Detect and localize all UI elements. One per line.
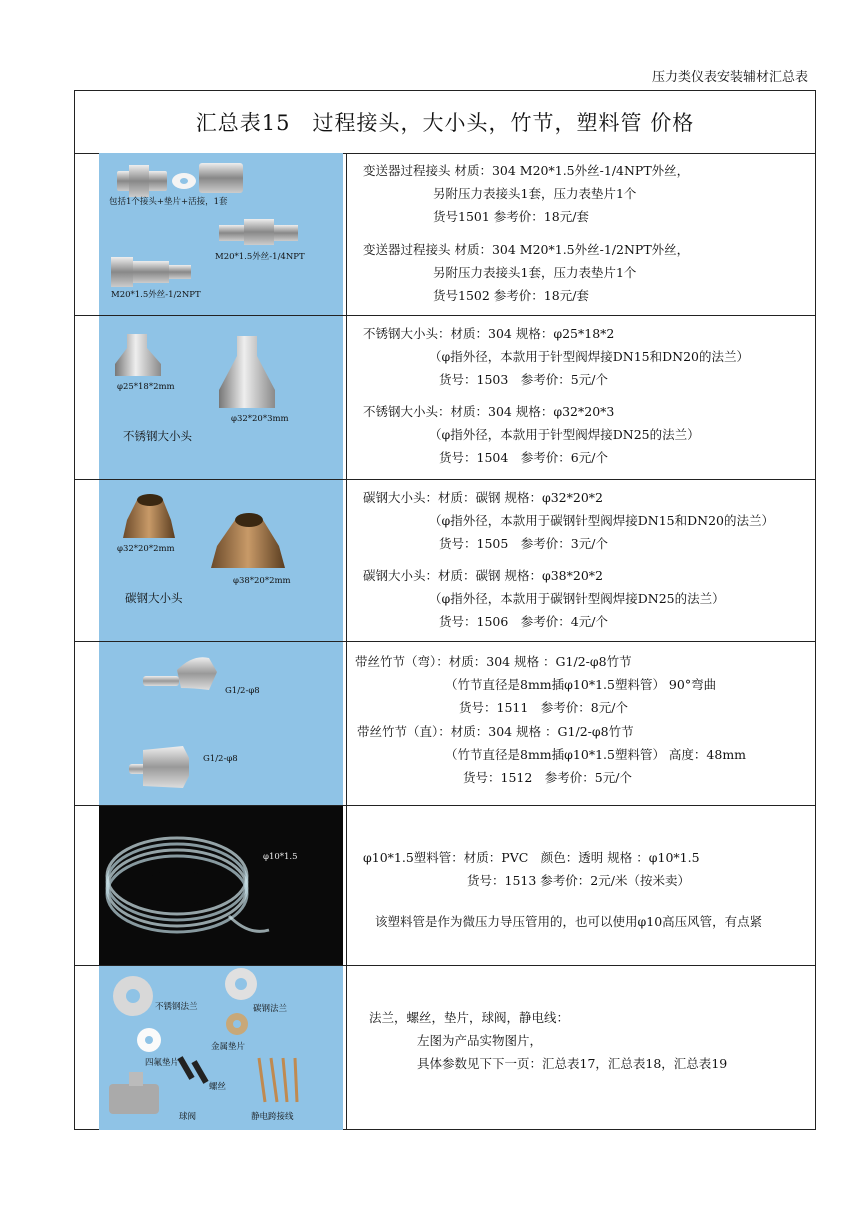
photo-caption: φ38*20*2mm bbox=[233, 576, 291, 586]
description-line: 碳钢大小头：材质：碳钢 规格：φ38*20*2 bbox=[363, 568, 603, 583]
reducer-illustration bbox=[99, 316, 343, 479]
description-line: 具体参数见下下一页：汇总表17，汇总表18，汇总表19 bbox=[417, 1056, 728, 1071]
description-line: 该塑料管是作为微压力导压管用的，也可以使用φ10高压风管，有点紧 bbox=[375, 914, 763, 929]
summary-table bbox=[74, 90, 816, 1130]
description-line: 货号：1513 参考价：2元/米（按米卖） bbox=[467, 873, 690, 888]
table-row bbox=[75, 642, 815, 806]
description-line: 不锈钢大小头：材质：304 规格：φ32*20*3 bbox=[363, 404, 615, 419]
table-title: 汇总表15 过程接头，大小头，竹节，塑料管 价格 bbox=[75, 91, 815, 154]
photo-caption: 球阀 bbox=[179, 1112, 197, 1122]
description-line: （竹节直径是8mm插φ10*1.5塑料管） 90°弯曲 bbox=[445, 677, 717, 692]
product-description bbox=[347, 480, 815, 641]
table-row bbox=[75, 153, 815, 316]
product-photo-plastic-tube bbox=[99, 806, 343, 965]
description-line: 货号：1511 参考价：8元/个 bbox=[459, 700, 628, 715]
product-photo-carbon-reducer bbox=[99, 480, 343, 641]
description-line: 带丝竹节（弯）：材质：304 规格 ：G1/2-φ8竹节 bbox=[355, 654, 632, 669]
carbon-reducer-illustration bbox=[99, 480, 343, 641]
description-line: 法兰，螺丝，垫片，球阀，静电线： bbox=[369, 1010, 570, 1025]
photo-caption: M20*1.5外丝-1/4NPT bbox=[215, 252, 305, 262]
description-line: φ10*1.5塑料管：材质：PVC 颜色：透明 规格 ：φ10*1.5 bbox=[363, 850, 700, 865]
product-photo-stainless-reducer bbox=[99, 316, 343, 479]
photo-caption: 碳钢大小头 bbox=[125, 591, 183, 605]
description-line: 另附压力表接头1套，压力表垫片1个 bbox=[433, 265, 637, 280]
table-row bbox=[75, 806, 815, 966]
document-header-title: 压力类仪表安装辅材汇总表 bbox=[651, 70, 808, 85]
product-photo-process-connector bbox=[99, 153, 343, 315]
description-line: 货号：1504 参考价：6元/个 bbox=[439, 450, 608, 465]
product-description bbox=[347, 966, 815, 1130]
product-description bbox=[347, 316, 815, 479]
photo-caption: 包括1个接头+垫片+活接，1套 bbox=[109, 197, 228, 207]
description-line: 左图为产品实物图片， bbox=[417, 1033, 543, 1048]
photo-caption: φ32*20*2mm bbox=[117, 544, 175, 554]
photo-caption: 四氟垫片 bbox=[145, 1058, 180, 1068]
description-line: 变送器过程接头 材质：304 M20*1.5外丝-1/2NPT外丝， bbox=[363, 242, 690, 257]
description-line: （φ指外径，本款用于针型阀焊接DN25的法兰） bbox=[429, 427, 700, 442]
photo-caption: 金属垫片 bbox=[211, 1042, 246, 1052]
table-row bbox=[75, 316, 815, 480]
description-line: 不锈钢大小头：材质：304 规格：φ25*18*2 bbox=[363, 326, 615, 341]
photo-caption: 不锈钢法兰 bbox=[155, 1002, 198, 1012]
description-line: 货号：1503 参考价：5元/个 bbox=[439, 372, 608, 387]
description-line: 另附压力表接头1套，压力表垫片1个 bbox=[433, 186, 637, 201]
photo-caption: φ32*20*3mm bbox=[231, 414, 289, 424]
photo-caption: G1/2-φ8 bbox=[225, 686, 260, 696]
description-line: 货号1501 参考价：18元/套 bbox=[433, 209, 589, 224]
description-line: 货号：1512 参考价：5元/个 bbox=[463, 770, 632, 785]
description-line: （φ指外径，本款用于碳钢针型阀焊接DN15和DN20的法兰） bbox=[429, 513, 774, 528]
photo-caption: 静电跨接线 bbox=[251, 1112, 294, 1122]
photo-caption: φ10*1.5 bbox=[263, 852, 298, 862]
table-row bbox=[75, 480, 815, 642]
photo-caption: 不锈钢大小头 bbox=[123, 429, 192, 443]
description-line: （φ指外径，本款用于针型阀焊接DN15和DN20的法兰） bbox=[429, 349, 749, 364]
photo-caption: G1/2-φ8 bbox=[203, 754, 238, 764]
description-line: 碳钢大小头：材质：碳钢 规格：φ32*20*2 bbox=[363, 490, 603, 505]
hose-barb-illustration bbox=[99, 642, 343, 805]
photo-caption: 螺丝 bbox=[209, 1082, 227, 1092]
product-description bbox=[347, 153, 815, 315]
product-description bbox=[347, 806, 815, 965]
photo-caption: 碳钢法兰 bbox=[253, 1004, 288, 1014]
description-line: 变送器过程接头 材质：304 M20*1.5外丝-1/4NPT外丝， bbox=[363, 163, 690, 178]
table-row bbox=[75, 966, 815, 1130]
description-line: 带丝竹节（直）：材质：304 规格 ：G1/2-φ8竹节 bbox=[357, 724, 634, 739]
product-photo-hose-barb bbox=[99, 642, 343, 805]
description-line: （φ指外径，本款用于碳钢针型阀焊接DN25的法兰） bbox=[429, 591, 725, 606]
photo-caption: M20*1.5外丝-1/2NPT bbox=[111, 290, 201, 300]
description-line: 货号1502 参考价：18元/套 bbox=[433, 288, 589, 303]
photo-caption: φ25*18*2mm bbox=[117, 382, 175, 392]
product-photo-accessories bbox=[99, 966, 343, 1130]
description-line: 货号：1506 参考价：4元/个 bbox=[439, 614, 608, 629]
description-line: 货号：1505 参考价：3元/个 bbox=[439, 536, 608, 551]
plastic-tube-illustration bbox=[99, 806, 343, 965]
product-description bbox=[347, 642, 815, 805]
description-line: （竹节直径是8mm插φ10*1.5塑料管） 高度：48mm bbox=[445, 747, 747, 762]
